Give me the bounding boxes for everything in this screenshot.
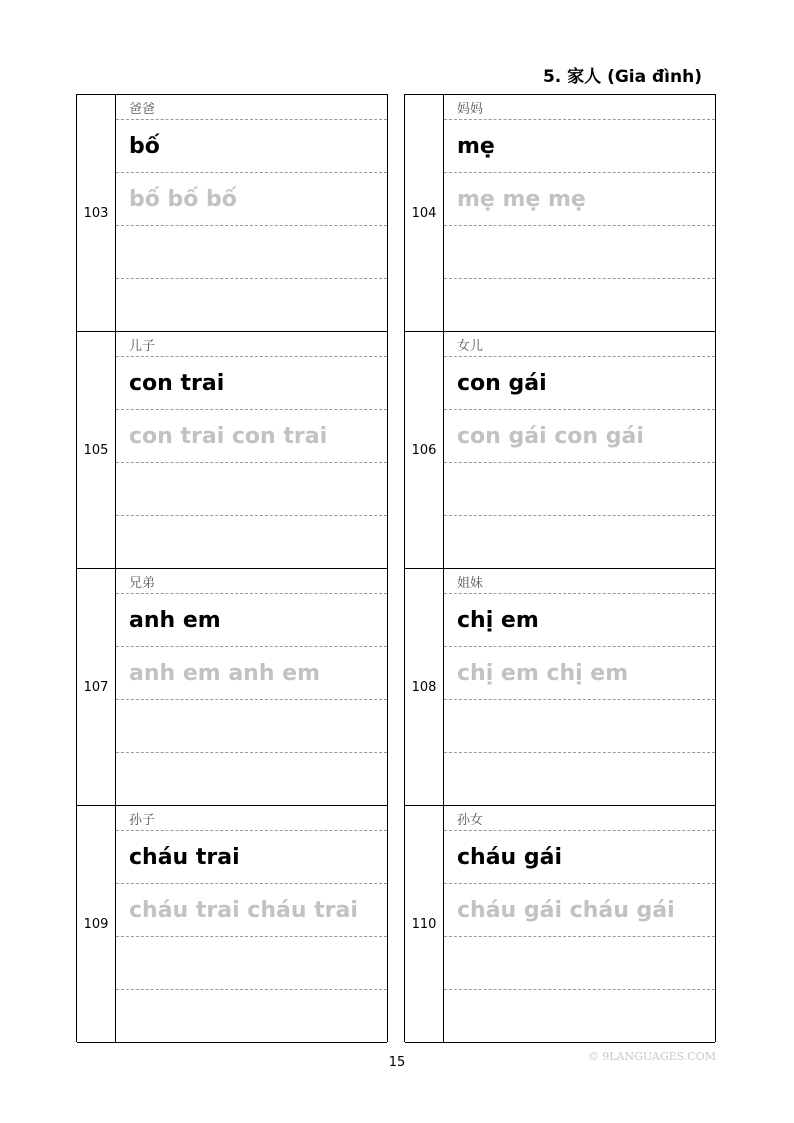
worksheet-column-left [76, 94, 388, 1042]
vietnamese-word: anh em [116, 594, 387, 647]
blank-writing-line [444, 226, 715, 279]
blank-writing-line [116, 279, 387, 331]
vietnamese-word: chị em [444, 594, 715, 647]
chinese-term: 妈妈 [444, 95, 715, 120]
writing-lines [444, 569, 715, 805]
vocab-number: 103 [77, 95, 116, 331]
vocab-card [77, 806, 387, 1043]
blank-writing-line [444, 463, 715, 516]
blank-writing-line [444, 279, 715, 331]
trace-practice-text: cháu gái cháu gái [444, 884, 715, 937]
blank-writing-line [116, 226, 387, 279]
trace-practice-text: con trai con trai [116, 410, 387, 463]
trace-practice-text: con gái con gái [444, 410, 715, 463]
vocab-number: 104 [405, 95, 444, 331]
blank-writing-line [116, 516, 387, 568]
chinese-term: 兄弟 [116, 569, 387, 594]
trace-practice-text: anh em anh em [116, 647, 387, 700]
vocab-number: 109 [77, 806, 116, 1042]
vocab-card [77, 332, 387, 569]
blank-writing-line [116, 700, 387, 753]
writing-lines [116, 95, 387, 331]
vocab-number: 105 [77, 332, 116, 568]
blank-writing-line [444, 700, 715, 753]
blank-writing-line [444, 990, 715, 1042]
vocab-number: 106 [405, 332, 444, 568]
vocab-card [77, 95, 387, 332]
vocab-card [405, 569, 715, 806]
blank-writing-line [116, 990, 387, 1042]
blank-writing-line [444, 516, 715, 568]
blank-writing-line [116, 753, 387, 805]
section-title: 5. 家人 (Gia đình) [542, 67, 702, 87]
writing-lines [116, 569, 387, 805]
worksheet-column-right [404, 94, 716, 1042]
vietnamese-word: cháu gái [444, 831, 715, 884]
chinese-term: 孙女 [444, 806, 715, 831]
chinese-term: 爸爸 [116, 95, 387, 120]
chinese-term: 女儿 [444, 332, 715, 357]
copyright-watermark: © 9LANGUAGES.COM [587, 1050, 716, 1063]
writing-lines [444, 95, 715, 331]
vocab-card [405, 806, 715, 1043]
chinese-term: 孙子 [116, 806, 387, 831]
blank-writing-line [116, 463, 387, 516]
trace-practice-text: chị em chị em [444, 647, 715, 700]
writing-lines [116, 806, 387, 1042]
page-number: 15 [388, 1055, 406, 1070]
writing-lines [116, 332, 387, 568]
vietnamese-word: con gái [444, 357, 715, 410]
vietnamese-word: bố [116, 120, 387, 173]
writing-lines [444, 806, 715, 1042]
blank-writing-line [116, 937, 387, 990]
vocab-number: 107 [77, 569, 116, 805]
trace-practice-text: cháu trai cháu trai [116, 884, 387, 937]
chinese-term: 儿子 [116, 332, 387, 357]
trace-practice-text: bố bố bố [116, 173, 387, 226]
vocab-card [405, 95, 715, 332]
trace-practice-text: mẹ mẹ mẹ [444, 173, 715, 226]
vietnamese-word: con trai [116, 357, 387, 410]
vietnamese-word: mẹ [444, 120, 715, 173]
blank-writing-line [444, 937, 715, 990]
vocab-number: 108 [405, 569, 444, 805]
vietnamese-word: cháu trai [116, 831, 387, 884]
vocab-card [405, 332, 715, 569]
blank-writing-line [444, 753, 715, 805]
vocab-number: 110 [405, 806, 444, 1042]
chinese-term: 姐妹 [444, 569, 715, 594]
vocab-card [77, 569, 387, 806]
writing-lines [444, 332, 715, 568]
